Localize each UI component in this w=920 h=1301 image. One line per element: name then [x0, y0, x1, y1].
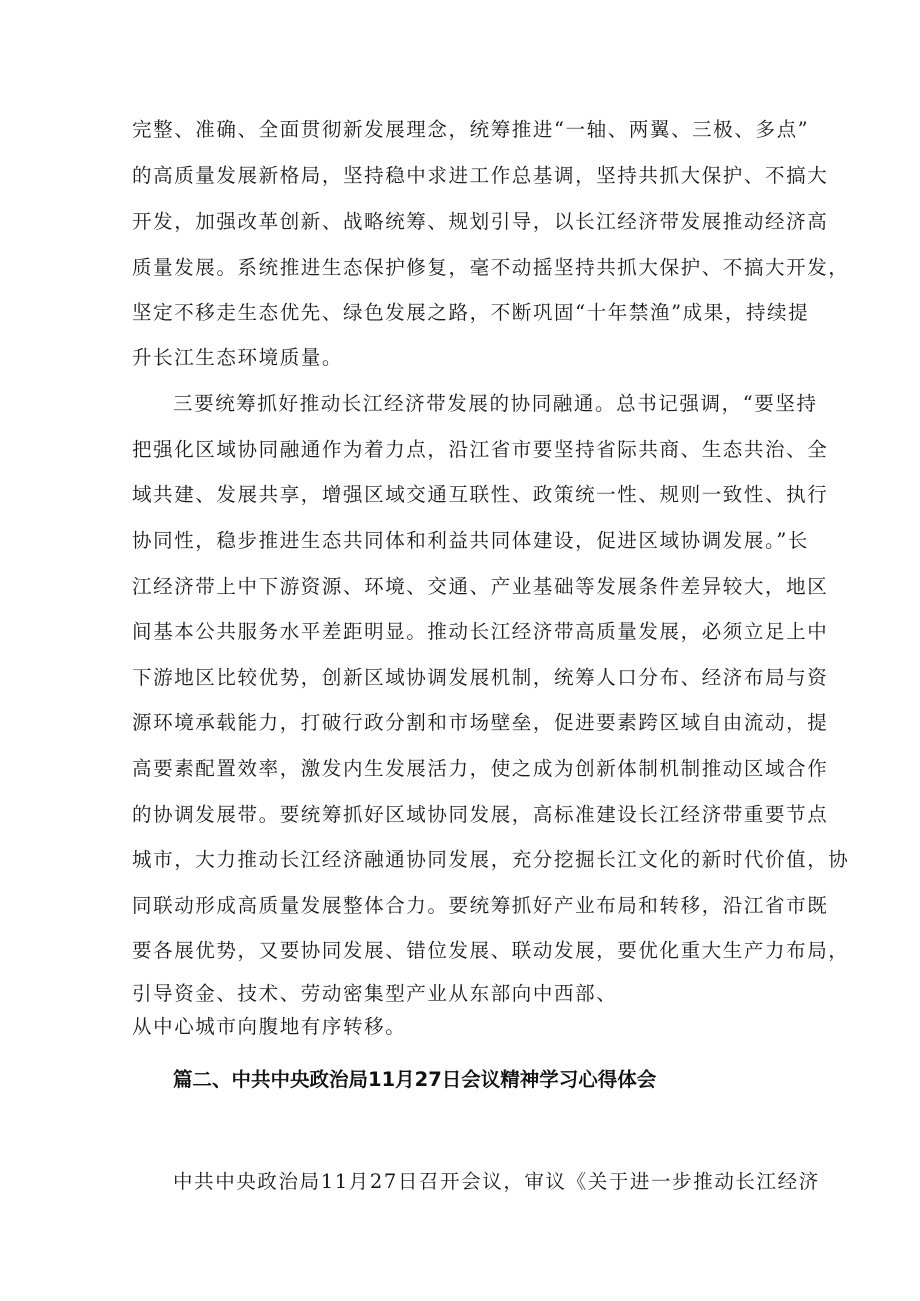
paragraph-2-line-8: 源环境承载能力，打破行政分割和市场壁垒，促进要素跨区域自由流动，提: [132, 711, 829, 734]
paragraph-2-line-10: 的协调发展带。要统筹抓好区域协同发展，高标准建设长江经济带重要节点: [132, 803, 829, 826]
paragraph-1-line-6: 升长江生态环境质量。: [132, 346, 344, 369]
paragraph-2-line-7: 下游地区比较优势，创新区域协调发展机制，统筹人口分布、经济布局与资: [132, 666, 829, 689]
paragraph-2-line-9: 高要素配置效率，激发内生发展活力，使之成为创新体制机制推动区域合作: [132, 757, 829, 780]
paragraph-2-line-15: 从中心城市向腹地有序转移。: [132, 1015, 407, 1038]
paragraph-3-line-1: 中共中央政治局11月27日召开会议，审议《关于进一步推动长江经济: [173, 1170, 820, 1193]
paragraph-2-line-6: 间基本公共服务水平差距明显。推动长江经济带高质量发展，必须立足上中: [132, 620, 829, 643]
paragraph-1-line-3: 开发，加强改革创新、战略统筹、规划引导，以长江经济带发展推动经济高: [132, 210, 829, 233]
paragraph-1-line-5: 坚定不移走生态优先、绿色发展之路，不断巩固“十年禁渔”成果，持续提: [132, 301, 810, 324]
paragraph-1-line-1: 完整、准确、全面贯彻新发展理念，统筹推进“一轴、两翼、三极、多点”: [132, 118, 810, 141]
paragraph-2-line-3: 域共建、发展共享，增强区域交通互联性、政策统一性、规则一致性、执行: [132, 483, 829, 506]
paragraph-2-line-12: 同联动形成高质量发展整体合力。要统筹抓好产业布局和转移，沿江省市既: [132, 894, 829, 917]
paragraph-2-line-13: 要各展优势，又要协同发展、错位发展、联动发展，要优化重大生产力布局，: [132, 939, 850, 962]
paragraph-1-line-4: 质量发展。系统推进生态保护修复，毫不动摇坚持共抓大保护、不搞大开发，: [132, 256, 850, 279]
section-heading: 篇二、中共中央政治局11月27日会议精神学习心得体会: [173, 1068, 657, 1091]
paragraph-2-line-1: 三要统筹抓好推动长江经济带发展的协同融通。总书记强调，“要坚持: [173, 392, 818, 415]
paragraph-2-line-14: 引导资金、技术、劳动密集型产业从东部向中西部、: [132, 982, 618, 1005]
paragraph-2-line-5: 江经济带上中下游资源、环境、交通、产业基础等发展条件差异较大，地区: [132, 575, 829, 598]
paragraph-2-line-2: 把强化区域协同融通作为着力点，沿江省市要坚持省际共商、生态共治、全: [132, 438, 829, 461]
paragraph-2-line-4: 协同性，稳步推进生态共同体和利益共同体建设，促进区域协调发展。”长: [132, 529, 810, 552]
paragraph-1-line-2: 的高质量发展新格局，坚持稳中求进工作总基调，坚持共抓大保护、不搞大: [132, 164, 829, 187]
paragraph-2-line-11: 城市，大力推动长江经济融通协同发展，充分挖掘长江文化的新时代价值，协: [132, 848, 850, 871]
